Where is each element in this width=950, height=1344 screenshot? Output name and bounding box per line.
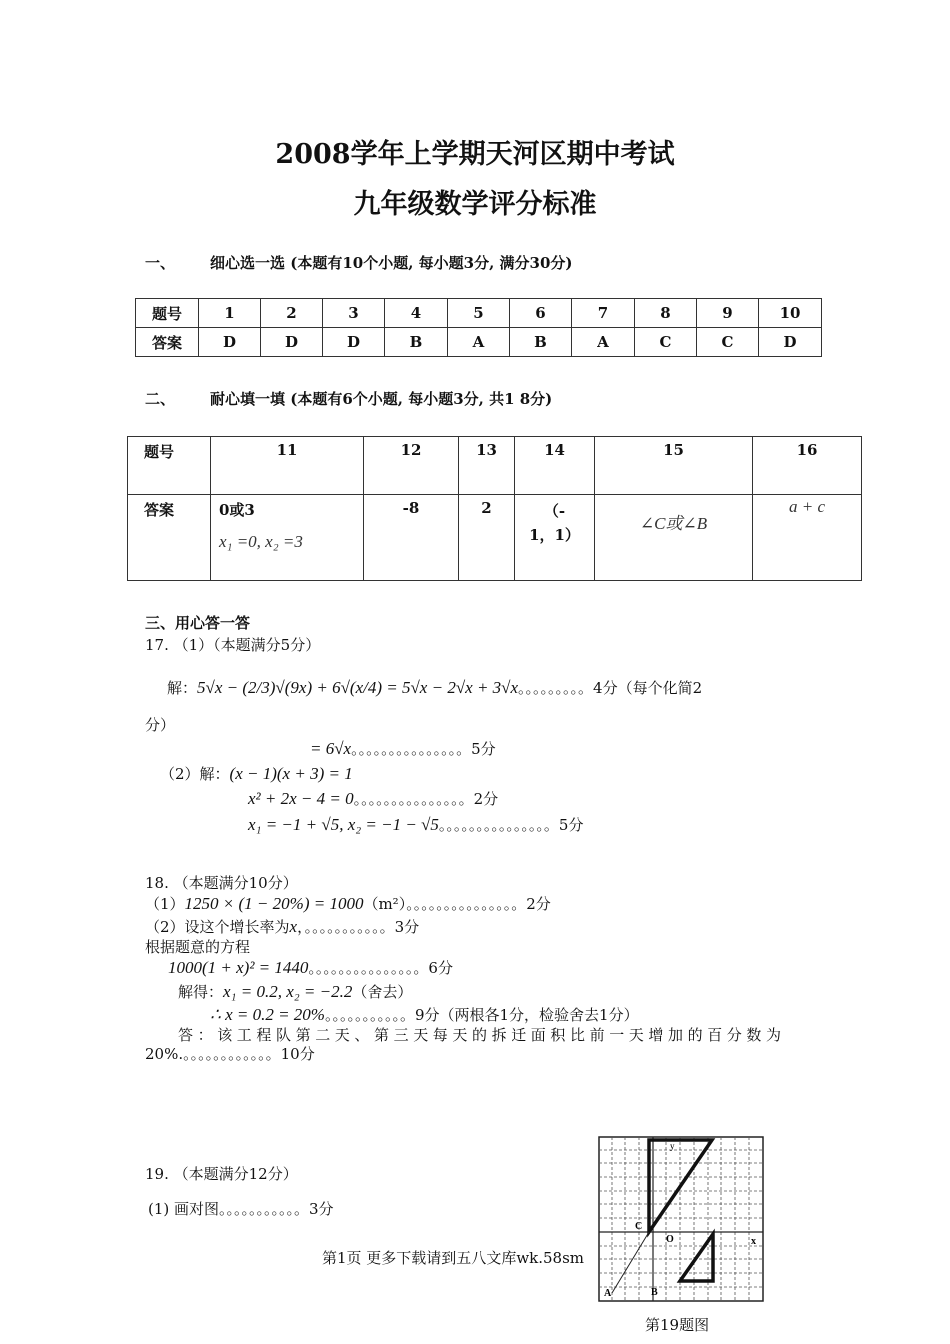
table-cell: A — [448, 328, 510, 357]
table-cell: 答案 — [128, 495, 211, 581]
table-cell: 答案 — [136, 328, 199, 357]
table-row — [128, 495, 862, 581]
label-o: O — [666, 1234, 674, 1245]
table-cell: D — [323, 328, 385, 357]
choice-answer-table — [135, 298, 822, 357]
q19-head: 19. （本题满分12分） — [145, 1165, 298, 1183]
answer-16: a + c — [788, 497, 826, 516]
table-cell: 1 — [199, 299, 261, 328]
q18-line5 — [178, 981, 412, 1002]
q18-l5-prefix: 解得： — [178, 983, 224, 1001]
q18-line7: 答：该工程队第二天、第三天每天的拆迁面积比前一天增加的百分数为 — [178, 1026, 786, 1044]
q17-p2-l1: (x − 1)(x + 3) = 1 — [229, 764, 353, 783]
q18-l5-suffix: （舍去） — [352, 983, 413, 1001]
table-cell: 6 — [510, 299, 572, 328]
table-cell: D — [759, 328, 822, 357]
q18-head: 18. （本题满分10分） — [145, 874, 298, 892]
q17-l1-dots: 。。。。。。。。。4分（每个化简2 — [518, 679, 703, 697]
q17-p2-prefix: （2）解： — [160, 765, 230, 783]
q18-line3: 根据题意的方程 — [145, 938, 251, 956]
table-cell: 3 — [323, 299, 385, 328]
table-cell: A — [572, 328, 635, 357]
q17-line1-cont: 分） — [145, 716, 176, 734]
table-cell — [211, 495, 364, 581]
q18-l4-math: 1000(1 + x)² = 1440 — [168, 958, 309, 977]
table-cell: B — [510, 328, 572, 357]
section1-title: 细心选一选 (本题有10个小题, 每小题3分, 满分30分) — [210, 254, 573, 272]
table-cell: 10 — [759, 299, 822, 328]
table-cell: C — [697, 328, 759, 357]
q17-l2-math: = 6√x — [310, 739, 352, 758]
answer-11-text: 0或3 — [219, 501, 255, 519]
table-cell: C — [635, 328, 697, 357]
q18-l6-dots: 。。。。。。。。。。。9分（两根各1分，检验舍去1分） — [324, 1006, 639, 1024]
answer-11-math: x₁ =0, x₂ =3 — [219, 532, 303, 551]
q17-p2-l3: x₁ = −1 + √5, x₂ = −1 − √5 — [248, 815, 439, 834]
label-y: y — [670, 1141, 675, 1151]
label-b: B — [651, 1287, 658, 1298]
q18-l1-dots: 。。。。。。。。。。。。。。。2分 — [406, 895, 551, 913]
q19-grid-figure — [598, 1136, 764, 1302]
table-cell: 13 — [459, 437, 515, 495]
page-subtitle: 九年级数学评分标准 — [353, 189, 597, 220]
page-title: 2008学年上学期天河区期中考试 — [275, 139, 675, 170]
table-cell: 题号 — [136, 299, 199, 328]
table-cell: D — [199, 328, 261, 357]
q19-line1: (1) 画对图。。。。。。。。。。。3分 — [148, 1200, 334, 1218]
section3-title: 三、用心答一答 — [145, 614, 251, 632]
q18-l4-dots: 。。。。。。。。。。。。。。。6分 — [308, 959, 453, 977]
q18-l2: （2）设这个增长率为 — [145, 918, 290, 936]
q18-l5-math: x₁ = 0.2, x₂ = −2.2 — [223, 982, 353, 1001]
q18-l6-math: ∴ x = 0.2 = 20% — [210, 1005, 325, 1024]
figure-border — [599, 1137, 763, 1301]
q18-l1-prefix: （1） — [145, 895, 185, 913]
table-cell — [595, 495, 753, 581]
table-row — [136, 328, 822, 357]
table-cell: 16 — [753, 437, 862, 495]
table-cell: 7 — [572, 299, 635, 328]
q18-l1-unit: （m²） — [363, 895, 407, 913]
q17-part2-line3 — [248, 814, 583, 835]
q17-l1-math: 5√x − (2/3)√(9x) + 6√(x/4) = 5√x − 2√x + 3√x — [197, 678, 519, 697]
label-a: A — [604, 1288, 612, 1299]
q18-line6 — [210, 1004, 639, 1025]
table-cell: 15 — [595, 437, 753, 495]
table-cell: 8 — [635, 299, 697, 328]
q18-l2-var: x — [289, 917, 298, 936]
table-row — [128, 437, 862, 495]
section2-title: 耐心填一填 (本题有6个小题, 每小题3分, 共1 8分) — [210, 390, 553, 408]
label-x: x — [751, 1236, 756, 1247]
q17-part2-line2 — [248, 788, 498, 809]
answer-15: ∠C或∠B — [639, 514, 708, 533]
table-cell: 9 — [697, 299, 759, 328]
q17-p2-l2: x² + 2x − 4 = 0 — [248, 789, 354, 808]
q17-l2-dots: 。。。。。。。。。。。。。。。5分 — [351, 740, 496, 758]
q18-line2 — [145, 916, 419, 937]
q18-line4 — [168, 957, 453, 978]
q17-l1-prefix: 解： — [167, 679, 198, 697]
q17-line2 — [310, 738, 496, 759]
answer-14-line1: （- — [543, 502, 566, 520]
table-cell — [515, 495, 595, 581]
fill-answer-table — [127, 436, 862, 581]
table-row — [136, 299, 822, 328]
table-cell: 5 — [448, 299, 510, 328]
table-cell: D — [261, 328, 323, 357]
answer-14-line2: 1，1） — [529, 526, 580, 544]
figure-caption: 第19题图 — [645, 1316, 710, 1334]
q18-line1 — [145, 893, 551, 914]
table-cell: 2 — [459, 495, 515, 581]
page-footer: 第1页 更多下载请到五八文库wk.58sm — [322, 1249, 585, 1267]
table-cell: B — [385, 328, 448, 357]
label-c: C — [635, 1221, 643, 1232]
table-cell: 12 — [364, 437, 459, 495]
q18-line8: 20%.。。。。。。。。。。。。10分 — [145, 1045, 315, 1063]
q18-l2-dots: ，。。。。。。。。。。。3分 — [297, 918, 420, 936]
q17-p2-l2-dots: 。。。。。。。。。。。。。。。2分 — [353, 790, 499, 808]
q18-l1-math: 1250 × (1 − 20%) = 1000 — [184, 894, 364, 913]
table-cell: 题号 — [128, 437, 211, 495]
table-cell — [753, 495, 862, 581]
q17-line1 — [167, 677, 702, 698]
table-cell: 14 — [515, 437, 595, 495]
table-cell: 4 — [385, 299, 448, 328]
table-cell: -8 — [364, 495, 459, 581]
section2-num: 二、 — [145, 390, 176, 408]
section1-num: 一、 — [145, 254, 176, 272]
q17-part2-line1 — [160, 763, 353, 784]
q17-head: 17. （1）（本题满分5分） — [145, 636, 321, 654]
table-cell: 2 — [261, 299, 323, 328]
q17-p2-l3-dots: 。。。。。。。。。。。。。。。5分 — [438, 816, 584, 834]
table-cell: 11 — [211, 437, 364, 495]
